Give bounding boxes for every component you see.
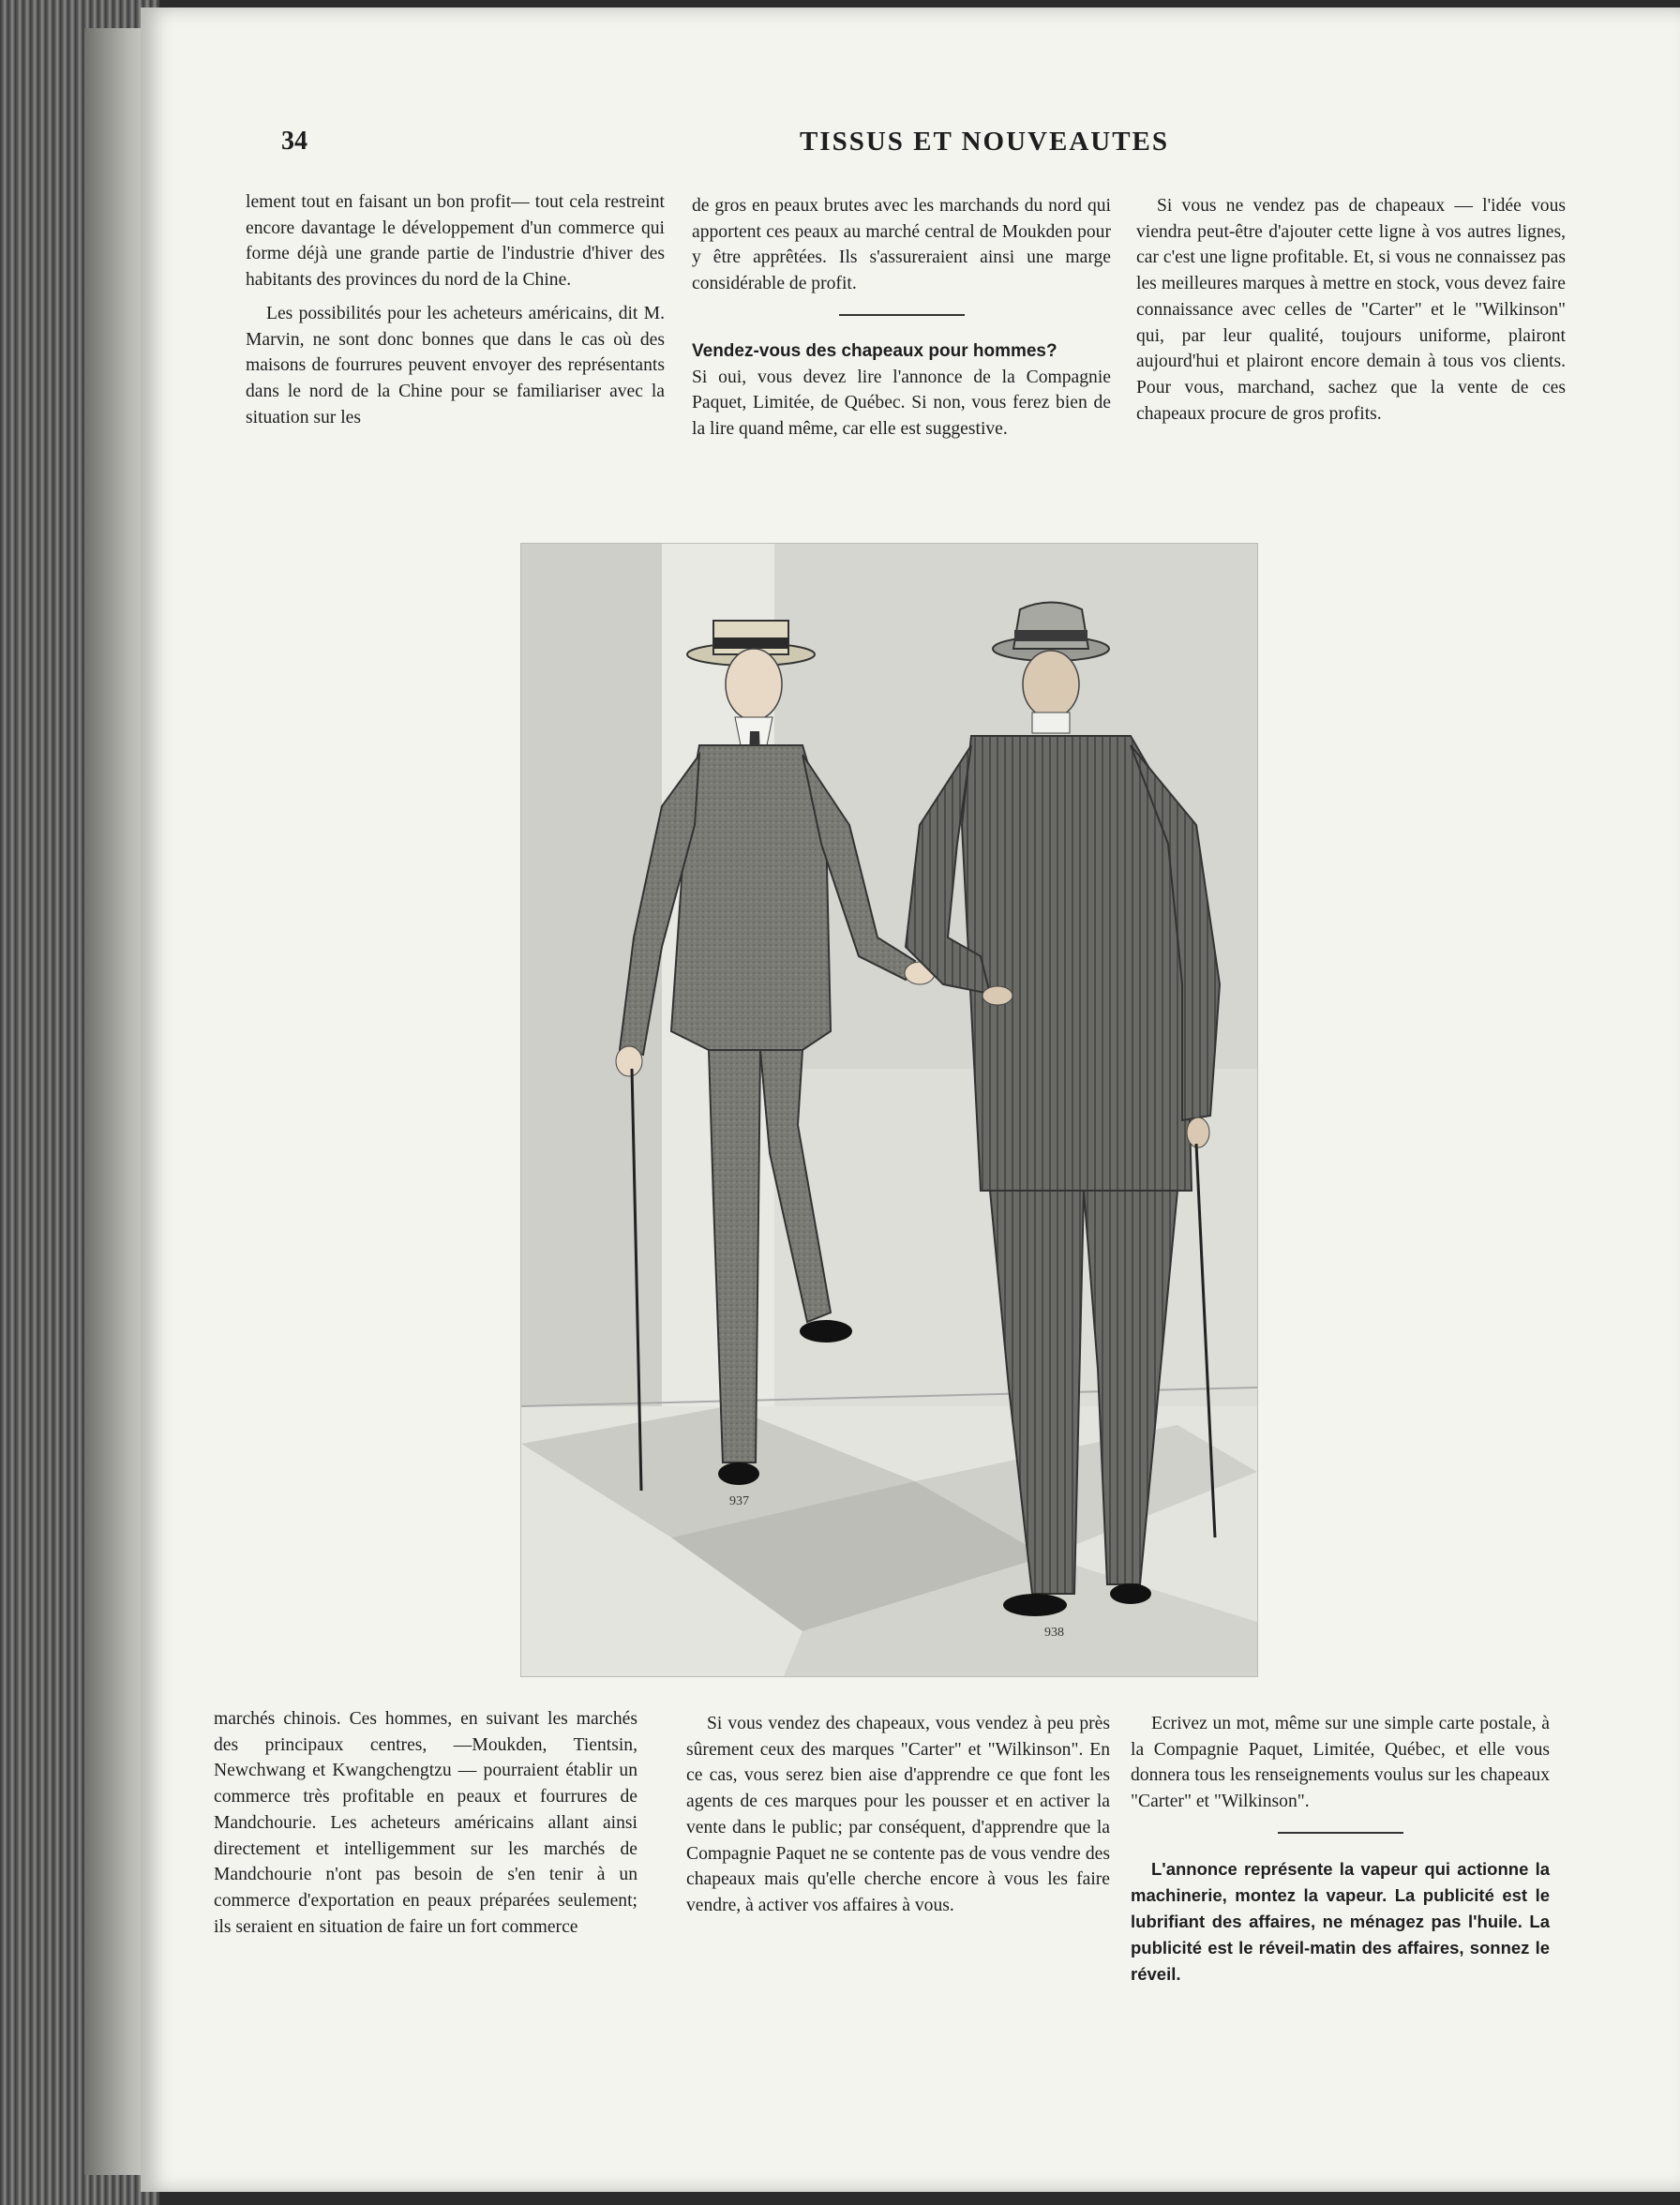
paragraph: lement tout en faisant un bon profit— tout cela restreint encore davantage le développement d'un commerce qui forme déjà une grande partie de l'industrie d'hiver des habitants des provinces du nord de la Chine. <box>246 192 665 291</box>
paragraph: de gros en peaux brutes avec les marchands du nord qui apportent ces peaux au marché central de Moukden pour y être apprêtées. Ils s'assureraient ainsi une marge considérable de profit. <box>692 196 1111 294</box>
running-title: TISSUS ET NOUVEAUTES <box>799 127 1170 157</box>
paragraph: marchés chinois. Ces hommes, en suivant les marchés des principaux centres, —Moukden, Tientsin, Newchwang et Kwangchengtzu — pourraient établir un commerce très profitable en peaux et fourrures de Mandchourie. Les acheteurs américains allant ainsi directement et intelligemment sur les marchés de Mandchourie n'ont pas besoin de s'en tenir à un commerce d'exportation en peaux préparées seulement; ils seraient en situation de faire un fort commerce <box>214 1709 638 1937</box>
paragraph: Si oui, vous devez lire l'annonce de la Compagnie Paquet, Limitée, de Québec. Si non, vous ferez bien de la lire quand même, car elle est suggestive. <box>692 367 1111 439</box>
two-men-in-suits-drawing <box>521 544 1257 1676</box>
section-heading: Vendez-vous des chapeaux pour hommes? <box>692 340 1058 361</box>
paragraph: Si vous vendez des chapeaux, vous vendez à peu près sûrement ceux des marques "Carter" et "Wilkinson". En ce cas, vous serez bien aise d'apprendre ce que font les agents de ces marques pour les pousser et en activer la vente dans le public; par conséquent, d'apprendre que la Compagnie Paquet ne se contente pas de vous vendre des chapeaux mais qu'elle cherche encore à vous les faire vendre, à activer vos affaires à vous. <box>686 1714 1110 1915</box>
top-column-2 <box>692 193 1111 450</box>
bottom-column-1 <box>214 1706 638 1947</box>
paragraph: Les possibilités pour les acheteurs américains, dit M. Marvin, ne sont donc bonnes que dans le cas où des maisons de fourrures peuvent envoyer des représentants dans le nord de la Chine pour se familiariser avec la situation sur les <box>246 303 665 428</box>
plate-number-right: 938 <box>1044 1626 1064 1640</box>
top-column-1 <box>246 189 665 438</box>
paragraph: Ecrivez un mot, même sur une simple carte postale, à la Compagnie Paquet, Limitée, Québec, et elle vous donnera tous les renseignements voulus sur les chapeaux "Carter" et "Wilkinson". <box>1131 1714 1550 1812</box>
section-divider <box>839 314 965 316</box>
page-number: 34 <box>281 127 308 156</box>
bottom-column-2 <box>686 1711 1110 1927</box>
section-divider <box>1278 1832 1403 1834</box>
page-header <box>141 127 1680 164</box>
top-column-3 <box>1136 193 1566 434</box>
advertising-slogan: L'annonce représente la vapeur qui actionne la machinerie, montez la vapeur. La publicité est le lubrifiant des affaires, ne ménagez pas l'huile. La publicité est le réveil-matin des affaires, sonnez le réveil. <box>1131 1858 1550 1984</box>
fashion-illustration <box>520 543 1258 1677</box>
magazine-page <box>141 8 1680 2192</box>
plate-number-left: 937 <box>729 1494 749 1508</box>
bottom-column-3 <box>1131 1711 1550 1995</box>
paragraph: Si vous ne vendez pas de chapeaux — l'idée vous viendra peut-être d'ajouter cette ligne à vos autres lignes, car c'est une ligne profitable. Et, si vous ne connaissez pas les meilleures marques à mettre en stock, vous devez faire connaissance avec celles de "Carter" et le "Wilkinson" qui, par leur qualité, toujours uniforme, plairont aujourd'hui et plairont encore demain à tous vos clients. Pour vous, marchand, sachez que la vente de ces chapeaux procure de gros profits. <box>1136 196 1566 424</box>
